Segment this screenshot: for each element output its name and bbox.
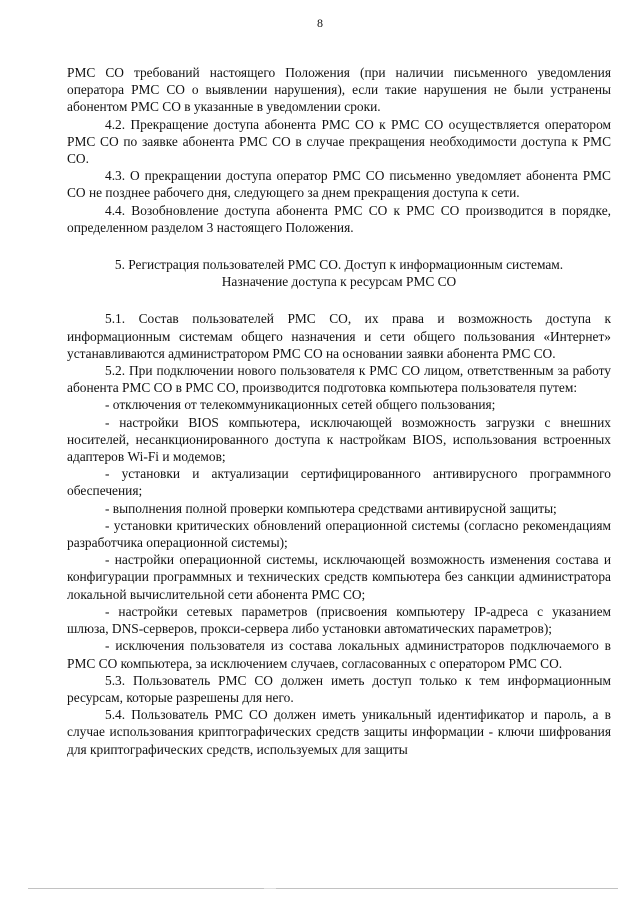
list-item-bios: - настройки BIOS компьютера, исключающей возможность загрузки с внешних носителей, несанкционированного доступа к настройкам BIOS, использования встроенных адаптеров Wi-Fi и модемов; [67, 414, 611, 465]
list-item-antivirus-install: - установки и актуализации сертифицированного антивирусного программного обеспечения; [67, 466, 611, 499]
section-5-heading-line1: 5. Регистрация пользователей РМС СО. Доступ к информационным системам. [114, 257, 564, 273]
paragraph-4-2: 4.2. Прекращение доступа абонента РМС СО к РМС СО осуществляется оператором РМС СО по заявке абонента РМС СО в случае прекращения необходимости доступа к РМС СО. [67, 116, 611, 167]
section-5-heading [67, 256, 611, 290]
section-5-heading-line2: Назначение доступа к ресурсам РМС СО [221, 274, 457, 290]
list-item-local-admins: - исключения пользователя из состава локальных администраторов подключаемого в РМС СО компьютера, за исключением случаев, согласованных с оператором РМС СО. [67, 638, 611, 671]
paragraph-5-4: 5.4. Пользователь РМС СО должен иметь уникальный идентификатор и пароль, а в случае использования криптографических средств защиты информации - ключи шифрования для криптографических средств, используемых для защиты [67, 707, 611, 757]
list-item-antivirus-scan: - выполнения полной проверки компьютера средствами антивирусной защиты; [105, 500, 557, 516]
paragraph-5-1: 5.1. Состав пользователей РМС СО, их права и возможность доступа к информационным системам общего назначения и сети общего пользования «Интернет» устанавливаются администратором РМС СО на основании заявки абонента РМС СО. [67, 311, 611, 361]
page-number: 8 [317, 16, 323, 30]
paragraph-4-4: 4.4. Возобновление доступа абонента РМС СО к РМС СО производится в порядке, определенном разделом 3 настоящего Положения. [67, 202, 611, 235]
list-item-os-updates: - установки критических обновлений операционной системы (согласно рекомендациям разработчика операционной системы); [67, 517, 611, 551]
paragraph-4-3: 4.3. О прекращении доступа оператор РМС СО письменно уведомляет абонента РМС СО не позднее рабочего дня, следующего за днем прекращения доступа к сети. [67, 168, 611, 201]
paragraph-continuation: РМС СО требований настоящего Положения (при наличии письменного уведомления оператора РМС СО о выявлении нарушения), если такие нарушения не были устранены абонентом РМС СО в указанные в уведомлении сроки. [67, 65, 611, 115]
document-body [67, 64, 611, 758]
bottom-scan-line [28, 888, 618, 889]
list-item-network-settings: - настройки сетевых параметров (присвоения компьютеру IP-адреса с указанием шлюза, DNS-серверов, прокси-сервера либо установки автоматических параметров); [67, 603, 611, 637]
paragraph-5-3: 5.3. Пользователь РМС СО должен иметь доступ только к тем информационным ресурсам, которые разрешены для него. [67, 672, 611, 705]
paragraph-5-2: 5.2. При подключении нового пользователя к РМС СО лицом, ответственным за работу абонента РМС СО в РМС СО, производится подготовка компьютера пользователя путем: [67, 363, 611, 396]
list-item-os-settings: - настройки операционной системы, исключающей возможность изменения состава и конфигурации программных и технических средств компьютера без санкции администратора локальной вычислительной сети абонента РМС СО; [67, 552, 611, 602]
list-item-disconnect: - отключения от телекоммуникационных сетей общего пользования; [105, 397, 496, 413]
